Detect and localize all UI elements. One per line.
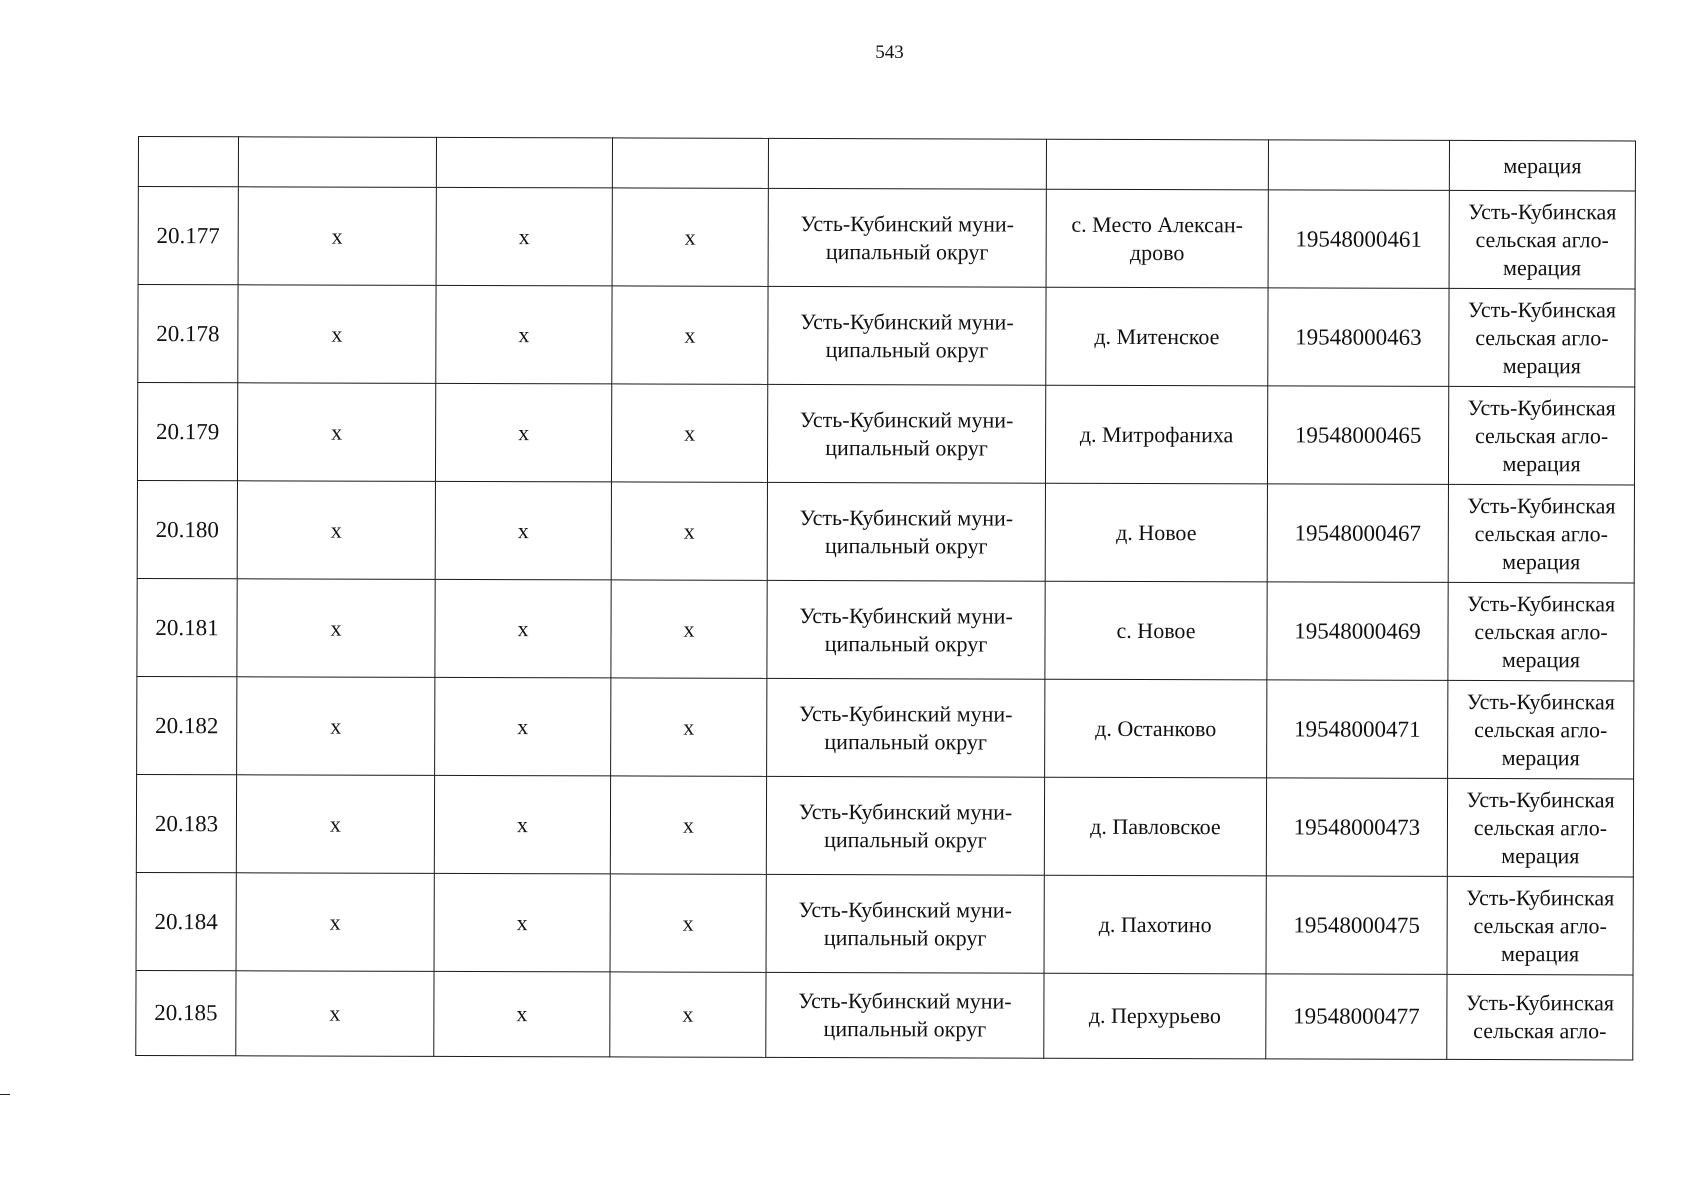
table-row	[137, 676, 1634, 778]
cell-settlement: с. Место Алексан-дрово	[1046, 189, 1268, 288]
cell-number: 20.185	[136, 970, 236, 1055]
cell-agglomeration-continued: мерация	[1449, 140, 1635, 191]
cell-x: х	[611, 482, 767, 580]
cell-empty	[612, 138, 768, 188]
cell-number: 20.181	[137, 578, 237, 676]
cell-x: х	[236, 775, 434, 874]
cell-empty	[1268, 140, 1449, 191]
cell-district: Усть-Кубинский муни-ципальный округ	[766, 776, 1044, 875]
cell-x: х	[238, 285, 436, 384]
table-body	[136, 137, 1636, 1060]
table-row-continued	[138, 137, 1635, 191]
cell-x: х	[610, 972, 766, 1057]
cell-empty	[238, 137, 436, 188]
cell-agglomeration: Усть-Кубинская сельская агло-мерация	[1449, 190, 1635, 289]
cell-oktmo-code: 19548000473	[1266, 778, 1447, 877]
cell-number: 20.183	[136, 774, 236, 872]
cell-district: Усть-Кубинский муни-ципальный округ	[767, 482, 1045, 581]
cell-empty	[436, 137, 612, 188]
cell-settlement: д. Перхурьево	[1044, 973, 1266, 1059]
cell-oktmo-code: 19548000475	[1266, 876, 1447, 975]
cell-x: х	[238, 187, 436, 286]
cell-district: Усть-Кубинский муни-ципальный округ	[768, 188, 1046, 287]
cell-x: х	[612, 188, 768, 286]
cell-agglomeration: Усть-Кубинская сельская агло-мерация	[1447, 778, 1633, 877]
cell-agglomeration: Усть-Кубинская сельская агло-	[1447, 974, 1633, 1060]
cell-number: 20.180	[137, 480, 237, 578]
cell-x: х	[435, 677, 611, 776]
cell-number: 20.179	[137, 383, 237, 481]
cell-x: х	[434, 971, 610, 1057]
cell-settlement: д. Павловское	[1044, 777, 1266, 876]
cell-oktmo-code: 19548000461	[1268, 190, 1449, 289]
table-row	[136, 774, 1633, 876]
table-row	[136, 970, 1633, 1059]
cell-number: 20.184	[136, 872, 236, 970]
cell-agglomeration: Усть-Кубинская сельская агло-мерация	[1447, 876, 1633, 975]
cell-settlement: д. Митенское	[1046, 287, 1268, 386]
cell-x: х	[236, 873, 434, 972]
cell-x: х	[612, 286, 768, 384]
settlements-table	[135, 136, 1636, 1060]
cell-x: х	[237, 383, 435, 482]
cell-agglomeration: Усть-Кубинская сельская агло-мерация	[1448, 484, 1634, 583]
table-row	[136, 872, 1633, 974]
table-row	[137, 383, 1634, 485]
cell-oktmo-code: 19548000469	[1267, 582, 1448, 681]
cell-oktmo-code: 19548000467	[1267, 484, 1448, 583]
cell-oktmo-code: 19548000477	[1266, 974, 1447, 1060]
cell-settlement: д. Новое	[1045, 483, 1267, 582]
cell-district: Усть-Кубинский муни-ципальный округ	[767, 580, 1045, 679]
cell-x: х	[611, 580, 767, 678]
cell-x: х	[610, 776, 766, 874]
cell-x: х	[237, 481, 435, 580]
cell-x: х	[611, 678, 767, 776]
cell-empty	[1046, 139, 1268, 190]
cell-empty	[768, 138, 1046, 189]
cell-district: Усть-Кубинский муни-ципальный округ	[767, 384, 1045, 483]
cell-number: 20.182	[137, 676, 237, 774]
cell-x: х	[237, 677, 435, 776]
table-row	[138, 285, 1635, 387]
table-row	[138, 187, 1635, 289]
table-row	[137, 578, 1634, 680]
cell-x: х	[436, 187, 612, 286]
cell-agglomeration: Усть-Кубинская сельская агло-мерация	[1448, 582, 1634, 681]
cell-agglomeration: Усть-Кубинская сельская агло-мерация	[1449, 288, 1635, 387]
cell-settlement: д. Митрофаниха	[1045, 385, 1267, 484]
cell-x: х	[237, 579, 435, 678]
cell-x: х	[436, 285, 612, 384]
cell-settlement: д. Пахотино	[1044, 875, 1266, 974]
cell-number: 20.177	[138, 187, 238, 285]
cell-district: Усть-Кубинский муни-ципальный округ	[767, 678, 1045, 777]
cell-x: х	[610, 874, 766, 972]
cell-x: х	[435, 579, 611, 678]
cell-settlement: с. Новое	[1045, 581, 1267, 680]
cell-x: х	[435, 481, 611, 580]
cell-oktmo-code: 19548000465	[1267, 386, 1448, 485]
cell-agglomeration: Усть-Кубинская сельская агло-мерация	[1448, 680, 1634, 779]
cell-x: х	[435, 383, 611, 482]
cell-x: х	[434, 775, 610, 874]
cell-agglomeration: Усть-Кубинская сельская агло-мерация	[1448, 386, 1634, 485]
cell-number: 20.178	[138, 285, 238, 383]
cell-x: х	[434, 873, 610, 972]
cell-x: х	[236, 971, 434, 1057]
margin-mark	[0, 1094, 10, 1095]
table-row	[137, 480, 1634, 582]
cell-empty	[138, 137, 238, 187]
cell-district: Усть-Кубинский муни-ципальный округ	[766, 874, 1044, 973]
page-number: 543	[875, 42, 904, 63]
cell-district: Усть-Кубинский муни-ципальный округ	[766, 972, 1044, 1058]
cell-settlement: д. Останково	[1045, 679, 1267, 778]
cell-x: х	[611, 384, 767, 482]
cell-oktmo-code: 19548000471	[1267, 680, 1448, 779]
cell-district: Усть-Кубинский муни-ципальный округ	[768, 286, 1046, 385]
cell-oktmo-code: 19548000463	[1268, 288, 1449, 387]
